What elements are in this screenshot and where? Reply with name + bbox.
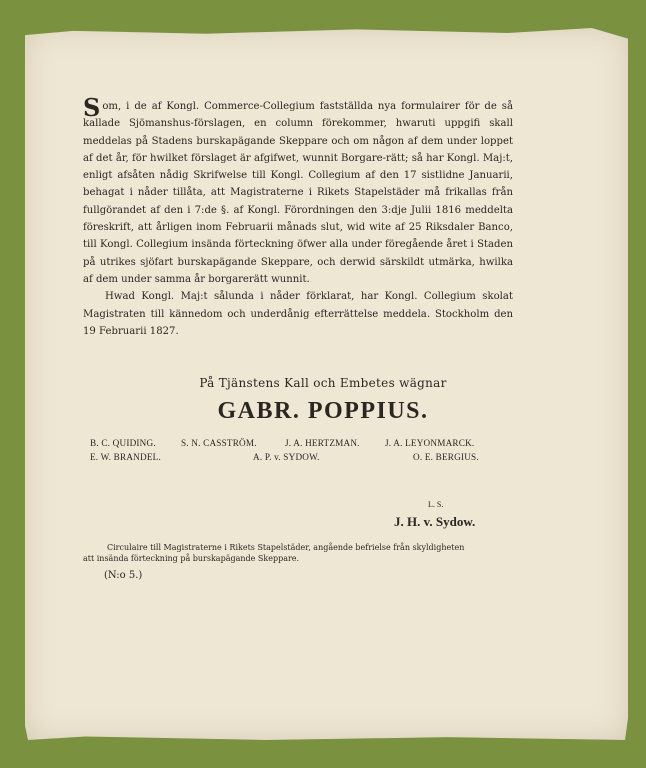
signatory-name: S. N. CASSTRÖM.: [181, 438, 257, 448]
signatory-name: B. C. QUIDING.: [90, 438, 156, 448]
caption-line-1: Circulaire till Magistraterne i Rikets Stapelstäder, angående befrielse från skyldigheten: [107, 543, 465, 552]
signing-formula: På Tjänstens Kall och Embetes wägnar: [199, 376, 447, 390]
circular-caption: [83, 542, 503, 564]
signatory-name: E. W. BRANDEL.: [90, 452, 161, 462]
signer-name: GABR. POPPIUS.: [217, 398, 429, 424]
signatory-name: J. A. LEYONMARCK.: [385, 438, 475, 448]
registrar-signature: J. H. v. Sydow.: [394, 514, 476, 529]
paragraph-1: [83, 93, 513, 288]
document-number: (N:o 5.): [104, 570, 143, 581]
signatory-name: J. A. HERTZMAN.: [285, 438, 360, 448]
seal-mark: L. S.: [428, 500, 444, 509]
signatory-name: A. P. v. SYDOW.: [253, 452, 320, 462]
caption-line-2: att insända förteckning på burskapägande Skeppare.: [83, 554, 300, 563]
decree-body: [83, 93, 513, 340]
drop-cap: S: [83, 93, 101, 122]
paragraph-2: Hwad Kongl. Maj:t sålunda i nåder förklarat, har Kongl. Collegium skolat Magistraten till kännedom och underdånig efterrättelse meddela. Stockholm den 19 Februarii 1827.: [83, 291, 513, 337]
signatory-name: O. E. BERGIUS.: [413, 452, 479, 462]
paragraph-1-text: om, i de af Kongl. Commerce-Collegium fastställda nya formulairer för de så kallade Sjömanshus-förslagen, en column förekommer, hwaruti uppgifi skall meddelas på Stadens burskapägande Skeppare och om någon af dem under loppet af det år, för hwilket förslaget är afgifwet, wunnit Borgare-rätt; så har Kongl. Maj:t, enligt afsåten nådig Skrifwelse till Kongl. Collegium af den 17 sistlidne Januarii, behagat i nåder tillåta, att Magistraterne i Rikets Stapelstäder må frikallas från fullgörandet af den i 7:de §. af Kongl. Förordningen den 3:dje Julii 1816 meddelta föreskrift, att årligen inom Februarii månads slut, wid wite af 25 Riksdaler Banco, till Kongl. Collegium insända förteckning öfwer alla under föregående året i Staden på utrikes sjöfart burskapägande Skeppare, och derwid särskildt utmärka, hwilka af dem under samma år borgarerätt wunnit.: [83, 101, 513, 285]
